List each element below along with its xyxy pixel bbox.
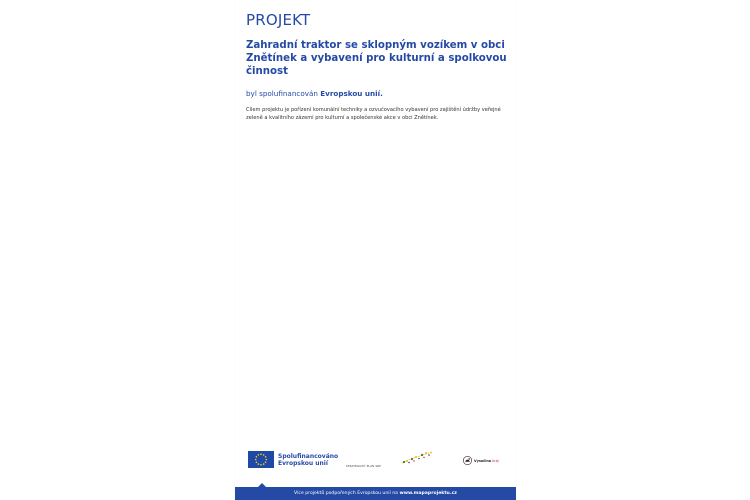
eu-logo-line2: Evropskou unií (278, 459, 328, 467)
mas-logo (346, 450, 436, 472)
cofinanced-prefix: byl spolufinancován (246, 89, 318, 98)
eu-logo-line1: Spolufinancováno (278, 452, 339, 460)
kraj-small: kraj (492, 458, 499, 463)
kraj-name: Vysočina (474, 458, 492, 463)
project-description: Cílem projektu je pořízení komunální techniky a ozvučovacího vybavení pro zajištění údržby veřejné zeleně a kvalitního zázemí pro kulturní a společenské akce v obci Znětínek. (246, 107, 501, 121)
eu-flag-icon (248, 451, 274, 468)
project-poster (235, 0, 516, 500)
poster-heading: PROJEKT (246, 11, 311, 29)
mas-logo-caption: STRATEGICKÝ PLÁN SRP (346, 465, 381, 468)
footer-link[interactable]: www.mapaprojektu.cz (399, 491, 457, 496)
footer-text: Více projektů podpořených Evropskou unií na (294, 491, 398, 496)
kraj-vysocina-icon (463, 456, 472, 465)
eu-cofinanced-logo (248, 451, 338, 468)
eu-logo-text (278, 453, 338, 467)
project-title: Zahradní traktor se sklopným vozíkem v obci Znětínek a vybavení pro kulturní a spolkovou činnost (246, 40, 507, 77)
cofinanced-emphasis: Evropskou unií. (320, 89, 383, 98)
footer-bar (235, 487, 516, 500)
kraj-logo-text (474, 459, 499, 463)
cofinanced-statement (246, 89, 383, 98)
kraj-vysocina-logo (463, 456, 499, 465)
mas-logo-icon (346, 450, 436, 466)
